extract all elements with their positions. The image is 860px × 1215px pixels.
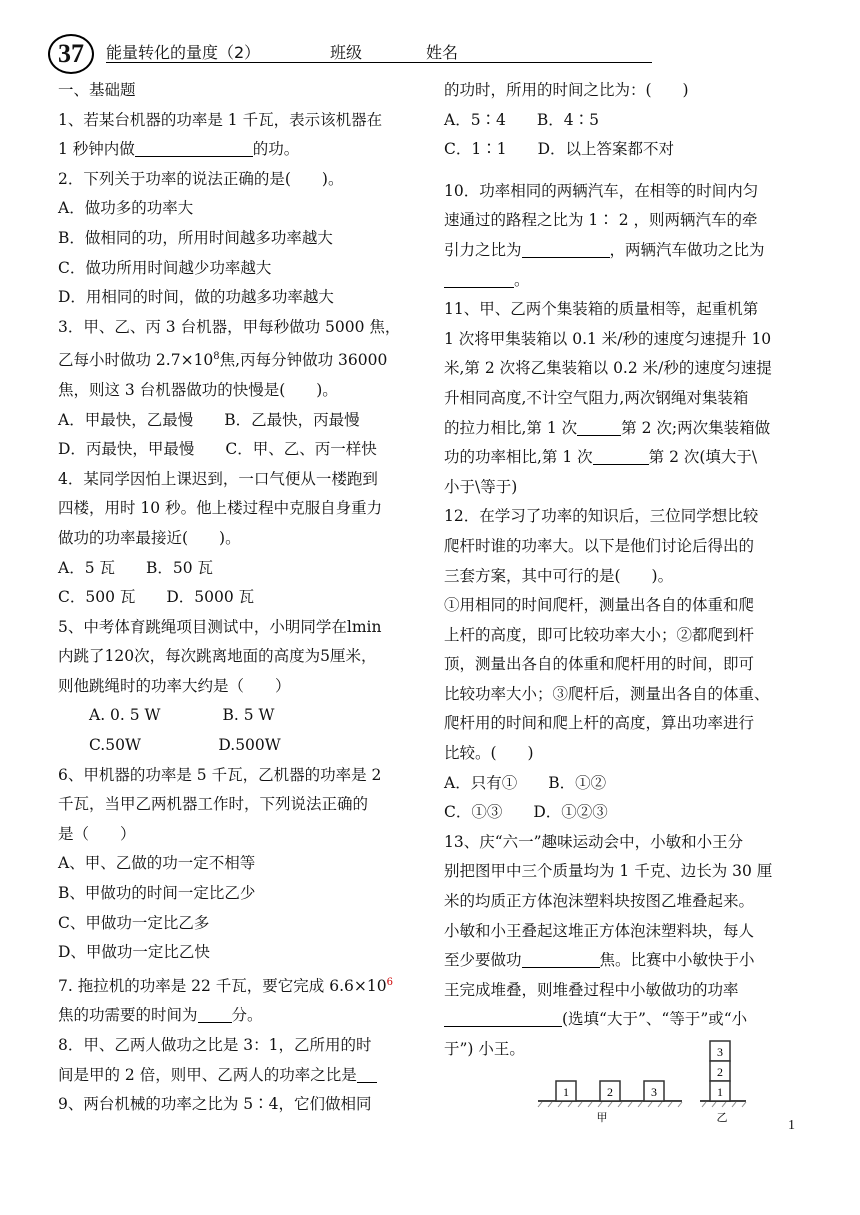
- q12-options: C．①③ D．①②③: [444, 803, 608, 822]
- q10-line: 。: [444, 266, 800, 296]
- section-heading: 一、基础题: [58, 81, 136, 99]
- q10-line: 10．功率相同的两辆汽车，在相等的时间内匀: [444, 181, 759, 200]
- q2-option: C．做功所用时间越少功率越大: [58, 258, 272, 277]
- header-underline: [106, 62, 652, 63]
- q6-option: C、甲做功一定比乙多: [58, 913, 210, 932]
- q12-line: 比较功率大小；③爬杆后，测量出各自的体重、: [444, 684, 770, 703]
- q13-line: (选填“大于”、“等于”或“小: [444, 1005, 800, 1035]
- answer-blank[interactable]: [522, 239, 610, 258]
- q12-line: 顶，测量出各自的体重和爬杆用的时间，即可: [444, 655, 755, 674]
- lesson-number-badge: 37: [48, 34, 94, 74]
- worksheet-header: [48, 34, 658, 74]
- q13-line: 米的均质正方体泡沫塑料块按图乙堆叠起来。: [444, 892, 755, 911]
- q13-line: 小敏和小王叠起这堆正方体泡沫塑料块，每人: [444, 921, 755, 940]
- block-yi-top-label: 3: [717, 1045, 723, 1059]
- q3-line: 焦，则这 3 台机器做功的快慢是( )。: [58, 380, 338, 399]
- q4-options: A．5 瓦 B．50 瓦: [58, 558, 214, 577]
- q4-options: C．500 瓦 D．5000 瓦: [58, 588, 255, 607]
- q1-line: 1 秒钟内做 的功。: [58, 140, 300, 159]
- q13-line: 于”) 小王。: [444, 1040, 525, 1058]
- q7-line: 7. 拖拉机的功率是 22 千瓦，要它完成 $6.6\times 10^6$: [58, 976, 393, 995]
- block-jia-2-label: 2: [607, 1085, 613, 1099]
- q13-line: 13、庆“六一”趣味运动会中，小敏和小王分: [444, 832, 744, 851]
- q5-options: A. 0. 5 W B. 5 W: [58, 706, 275, 725]
- ground-hatch: [538, 1102, 746, 1107]
- q6-line: 是（ ）: [58, 824, 136, 843]
- q11-line: 米,第 2 次将乙集装箱以 0.2 米/秒的速度匀速提: [444, 359, 772, 378]
- q10-line: 引力之比为 ，两辆汽车做功之比为: [444, 240, 765, 259]
- q12-line: ①用相同的时间爬杆，测量出各自的体重和爬: [444, 596, 755, 615]
- q11-line: 11、甲、乙两个集装箱的质量相等，起重机第: [444, 300, 759, 319]
- q13-line: 王完成堆叠，则堆叠过程中小敏做功的功率: [444, 980, 739, 999]
- q3-line: 3．甲、乙、丙 3 台机器，甲每秒做功 5000 焦，: [58, 317, 401, 336]
- q2-option: A．做功多的功率大: [58, 199, 194, 218]
- q2-option: D．用相同的时间，做的功越多功率越大: [58, 288, 334, 307]
- figure-label-jia: 甲: [596, 1111, 608, 1124]
- q5-line: 内跳了120次，每次跳离地面的高度为5厘米，: [58, 647, 377, 666]
- q2-option: B．做相同的功，所用时间越多功率越大: [58, 228, 333, 247]
- q11-line: 的拉力相比,第 1 次 第 2 次;两次集装箱做: [444, 418, 771, 437]
- q12-line: 上杆的高度，即可比较功率大小；②都爬到杆: [444, 625, 755, 644]
- q5-options: C.50W D.500W: [58, 736, 281, 755]
- q4-line: 4．某同学因怕上课迟到，一口气便从一楼跑到: [58, 469, 378, 488]
- answer-blank[interactable]: [135, 138, 253, 157]
- q12-line: 爬杆时谁的功率大。以下是他们讨论后得出的: [444, 536, 755, 555]
- q6-line: 千瓦，当甲乙两机器工作时，下列说法正确的: [58, 795, 369, 814]
- q11-line: 小于\等于): [444, 477, 518, 496]
- q10-line: 速通过的路程之比为 1∶ 2 ，则两辆汽车的牵: [444, 211, 758, 230]
- q6-option: B、甲做功的时间一定比乙少: [58, 884, 256, 903]
- q6-option: A、甲、乙做的功一定不相等: [58, 854, 256, 873]
- stacking-blocks-figure: [536, 1035, 756, 1125]
- q4-line: 做功的功率最接近( )。: [58, 528, 241, 547]
- worksheet-title: 能量转化的量度（2）: [106, 43, 261, 62]
- q12-line: 比较。( ): [444, 744, 534, 763]
- q6-line: 6、甲机器的功率是 5 千瓦，乙机器的功率是 2: [58, 765, 382, 784]
- q12-line: 三套方案，其中可行的是( )。: [444, 566, 674, 585]
- right-column: [444, 76, 800, 1065]
- q7-line: 焦的功需要的时间为 分。: [58, 1006, 263, 1025]
- page-number: 1: [788, 1118, 795, 1133]
- q9-line: 9、两台机械的功率之比为 5∶4，它们做相同: [58, 1095, 372, 1114]
- block-jia-3-label: 3: [651, 1085, 657, 1099]
- q5-line: 则他跳绳时的功率大约是（ ）: [58, 676, 291, 695]
- q13-line: 别把图甲中三个质量均为 1 千克、边长为 30 厘: [444, 862, 773, 881]
- q11-line: 功的功率相比,第 1 次 第 2 次(填大于\: [444, 448, 758, 467]
- answer-blank[interactable]: [577, 417, 621, 436]
- answer-blank[interactable]: [357, 1064, 377, 1083]
- q8-line: 间是甲的 2 倍，则甲、乙两人的功率之比是: [58, 1061, 416, 1091]
- q12-line: 爬杆用的时间和爬上杆的高度，算出功率进行: [444, 714, 755, 733]
- left-column: [58, 76, 416, 1120]
- answer-blank[interactable]: [522, 949, 600, 968]
- q1-line: 1、若某台机器的功率是 1 千瓦，表示该机器在: [58, 110, 383, 129]
- q12-options: A．只有① B．①②: [444, 773, 607, 792]
- answer-blank[interactable]: [444, 1008, 562, 1027]
- q11-line: 1 次将甲集装箱以 0.1 米/秒的速度匀速提升 10: [444, 329, 772, 348]
- q9-line: 的功时，所用的时间之比为：( ): [444, 81, 689, 99]
- q8-line: 8．甲、乙两人做功之比是 3：1，乙所用的时: [58, 1036, 372, 1054]
- q11-line: 升相同高度,不计空气阻力,两次钢绳对集装箱: [444, 388, 749, 407]
- spacer: [444, 165, 800, 177]
- q9-options: A．5∶4 B．4∶5: [444, 110, 600, 129]
- q5-line: 5、中考体育跳绳项目测试中，小明同学在lmin: [58, 617, 382, 636]
- q3-line: 乙每小时做功 $2.7\times 10^8$焦,丙每分钟做功 36000: [58, 351, 388, 370]
- q3-options: D．丙最快，甲最慢 C．甲、乙、丙一样快: [58, 440, 377, 459]
- block-yi-bottom-label: 1: [717, 1085, 723, 1099]
- q13-line: 至少要做功 焦。比赛中小敏快于小: [444, 951, 755, 970]
- q4-line: 四楼，用时 10 秒。他上楼过程中克服自身重力: [58, 499, 383, 518]
- answer-blank[interactable]: [198, 1004, 232, 1023]
- q6-option: D、甲做功一定比乙快: [58, 943, 210, 962]
- q2-stem: 2．下列关于功率的说法正确的是( )。: [58, 169, 344, 188]
- name-label: 姓名: [426, 43, 459, 62]
- q9-options: C．1∶1 D．以上答案都不对: [444, 140, 675, 159]
- q12-line: 12．在学习了功率的知识后，三位同学想比较: [444, 507, 759, 526]
- block-yi-middle-label: 2: [717, 1065, 723, 1079]
- answer-blank[interactable]: [593, 446, 649, 465]
- answer-blank[interactable]: [444, 269, 514, 288]
- class-label: 班级: [330, 43, 363, 62]
- block-jia-1-label: 1: [563, 1085, 569, 1099]
- figure-label-yi: 乙: [716, 1111, 728, 1124]
- q3-options: A．甲最快，乙最慢 B．乙最快，丙最慢: [58, 410, 360, 429]
